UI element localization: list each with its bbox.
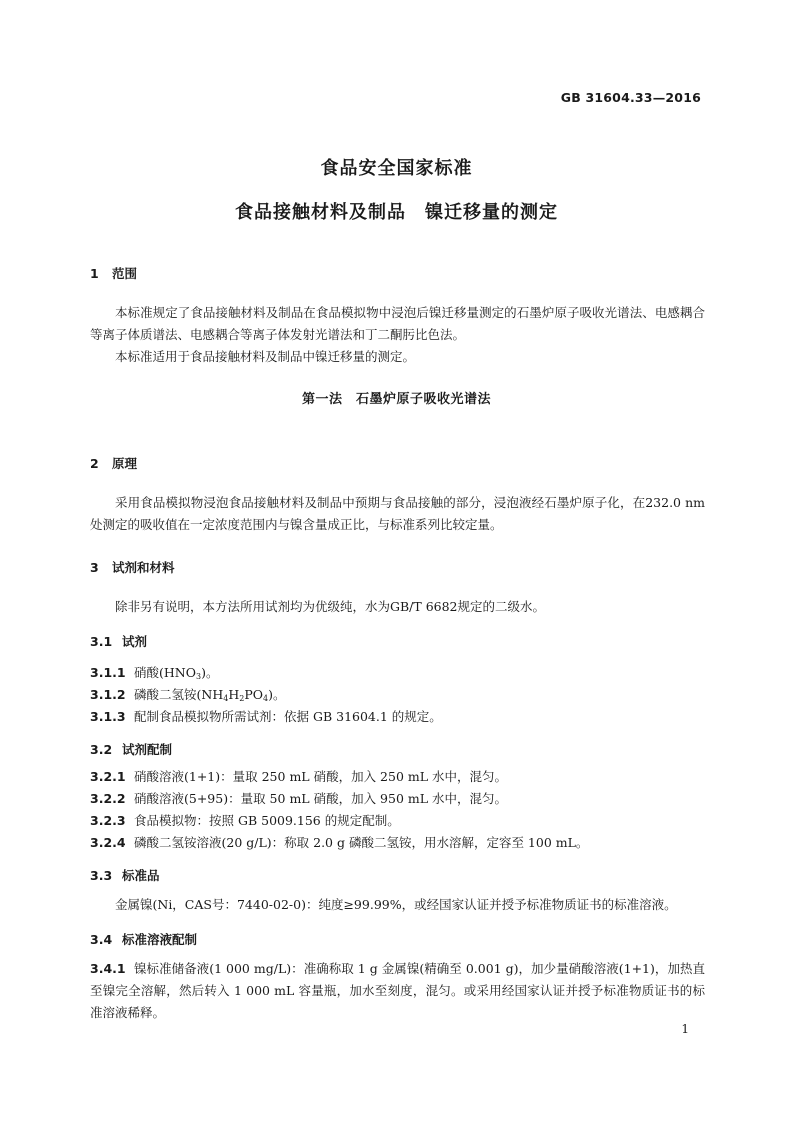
item-3-1-3: [90, 706, 705, 728]
section-title: 范围: [112, 266, 138, 281]
item-number: 3.2.4: [90, 835, 126, 850]
section-number: 1: [90, 266, 99, 281]
section-2-heading: [90, 454, 137, 472]
section-3-heading: [90, 558, 175, 576]
subsection-3-4-heading: [90, 930, 197, 948]
section-title: 试剂和材料: [112, 560, 175, 575]
section-2-paragraph: 采用食品模拟物浸泡食品接触材料及制品中预期与食品接触的部分，浸泡液经石墨炉原子化，在232.0 nm处测定的吸收值在一定浓度范围内与镍含量成正比，与标准系列比较定量。: [90, 495, 705, 532]
subsection-number: 3.1: [90, 634, 113, 649]
item-3-2-2: [90, 788, 705, 810]
item-number: 3.4.1: [90, 961, 126, 976]
item-3-2-3: [90, 810, 705, 832]
item-number: 3.1.2: [90, 687, 126, 702]
standard-code: GB 31604.33—2016: [560, 90, 701, 105]
subsection-title: 试剂: [122, 634, 148, 649]
section-number: 3: [90, 560, 99, 575]
item-text: 硝酸溶液(1+1)：量取 250 mL 硝酸，加入 250 mL 水中，混匀。: [134, 769, 507, 784]
page-number: 1: [681, 1022, 689, 1036]
subsection-3-3-paragraph: 金属镍(Ni，CAS号：7440-02-0)：纯度≥99.99%，或经国家认证并授予标准物质证书的标准溶液。: [115, 897, 677, 912]
method-1-title: 第一法 石墨炉原子吸收光谱法: [301, 392, 491, 407]
item-text: 配制食品模拟物所需试剂：依据 GB 31604.1 的规定。: [134, 709, 442, 724]
item-number: 3.2.3: [90, 813, 126, 828]
subsection-title: 标准品: [122, 868, 160, 883]
section-1-heading: [90, 264, 137, 282]
item-text: 硝酸溶液(5+95)：量取 50 mL 硝酸，加入 950 mL 水中，混匀。: [134, 791, 507, 806]
section-number: 2: [90, 456, 99, 471]
item-3-2-4: [90, 832, 705, 854]
item-number: 3.2.2: [90, 791, 126, 806]
item-number: 3.1.3: [90, 709, 126, 724]
section-3-paragraph: 除非另有说明，本方法所用试剂均为优级纯，水为GB/T 6682规定的二级水。: [115, 599, 546, 614]
section-1-paragraph-2: 本标准适用于食品接触材料及制品中镍迁移量的测定。: [115, 349, 416, 364]
item-text: 磷酸二氢铵溶液(20 g/L)：称取 2.0 g 磷酸二氢铵，用水溶解，定容至 100 mL。: [134, 835, 589, 850]
subsection-3-3-heading: [90, 866, 160, 884]
item-text: 磷酸二氢铵$(NH_4H_2PO_4)$。: [134, 687, 286, 703]
document-sub-title: 食品接触材料及制品 镍迁移量的测定: [235, 202, 558, 223]
section-title: 原理: [112, 456, 138, 471]
item-text: 食品模拟物：按照 GB 5009.156 的规定配制。: [134, 813, 400, 828]
subsection-number: 3.2: [90, 742, 113, 757]
document-main-title: 食品安全国家标准: [320, 158, 473, 179]
item-number: 3.2.1: [90, 769, 126, 784]
item-3-1-1: [90, 662, 705, 684]
item-text: 镍标准储备液(1 000 mg/L)：准确称取 1 g 金属镍(精确至 0.001 g)，加少量硝酸溶液(1+1)，加热直至镍完全溶解，然后转入 1 000 mL 容量瓶，加水至刻度，混匀。或采用经国家认证并授予标准物质证书的标准溶液稀释。: [90, 961, 705, 1020]
item-3-4-1: [90, 958, 705, 1024]
subsection-number: 3.4: [90, 932, 113, 947]
section-1-paragraph-1: 本标准规定了食品接触材料及制品在食品模拟物中浸泡后镍迁移量测定的石墨炉原子吸收光谱法、电感耦合等离子体质谱法、电感耦合等离子体发射光谱法和丁二酮肟比色法。: [90, 305, 705, 342]
subsection-3-1-heading: [90, 632, 147, 650]
subsection-title: 标准溶液配制: [122, 932, 198, 947]
item-3-1-2: [90, 684, 705, 706]
item-3-2-1: [90, 766, 705, 788]
subsection-number: 3.3: [90, 868, 113, 883]
item-number: 3.1.1: [90, 665, 126, 680]
subsection-title: 试剂配制: [122, 742, 173, 757]
item-text: 硝酸$(HNO_3)$。: [134, 665, 219, 681]
subsection-3-2-heading: [90, 740, 172, 758]
